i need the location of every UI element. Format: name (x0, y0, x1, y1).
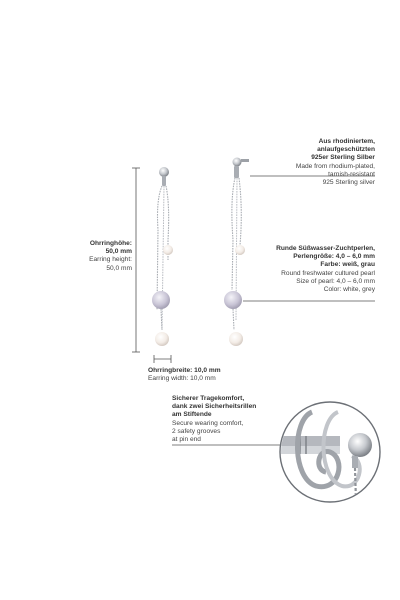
comfort-en-3: at pin end (172, 436, 201, 444)
left-ball-stud (159, 167, 169, 177)
left-pearl-grey (152, 291, 170, 309)
width-en-1: Earring width: 10,0 mm (148, 375, 216, 383)
magnified-pin-detail (278, 402, 380, 502)
left-pearl-small (163, 245, 173, 255)
width-de-1: Ohrringbreite: 10,0 mm (148, 367, 221, 374)
pearls-de-2: Perlengröße: 4,0 – 6,0 mm (293, 253, 375, 261)
height-de-1: Ohrringhöhe: (89, 240, 132, 247)
comfort-de-3: am Stiftende (172, 411, 212, 419)
material-en-3: 925 Sterling silver (322, 179, 375, 187)
width-annotation (148, 367, 268, 383)
height-de-2: 50,0 mm (105, 248, 132, 256)
comfort-de-1: Sicherer Tragekomfort, (172, 395, 245, 402)
width-dimension (154, 355, 171, 363)
pearls-en-3: Color: white, grey (323, 286, 375, 294)
pearls-de-1: Runde Süßwasser-Zuchtperlen, (276, 245, 375, 252)
comfort-en-2: 2 safety grooves (172, 427, 221, 435)
material-de-1: Aus rhodiniertem, (318, 138, 375, 145)
pearls-annotation (238, 245, 375, 294)
comfort-en-1: Secure wearing comfort, (172, 419, 244, 427)
material-annotation (238, 138, 375, 187)
material-en-2: tarnish-resistant (328, 170, 375, 178)
pearls-en-2: Size of pearl: 4,0 – 6,0 mm (296, 277, 375, 285)
height-en-1: Earring height: (89, 256, 132, 264)
pearls-de-3: Farbe: weiß, grau (320, 261, 375, 269)
material-de-2: anlaufgeschützten (317, 146, 375, 154)
right-pearl-white (229, 332, 243, 346)
height-dimension (132, 168, 140, 352)
height-annotation (68, 240, 132, 273)
comfort-annotation (172, 395, 282, 444)
magnified-ball (348, 433, 372, 457)
left-pearl-white (155, 332, 169, 346)
left-earring (152, 167, 173, 346)
material-de-3: 925er Sterling Silber (311, 154, 375, 162)
pearls-en-1: Round freshwater cultured pearl (281, 269, 375, 277)
material-en-1: Made from rhodium-plated, (295, 162, 375, 170)
comfort-de-2: dank zwei Sicherheitsrillen (172, 403, 257, 411)
height-en-2: 50,0 mm (106, 264, 132, 272)
